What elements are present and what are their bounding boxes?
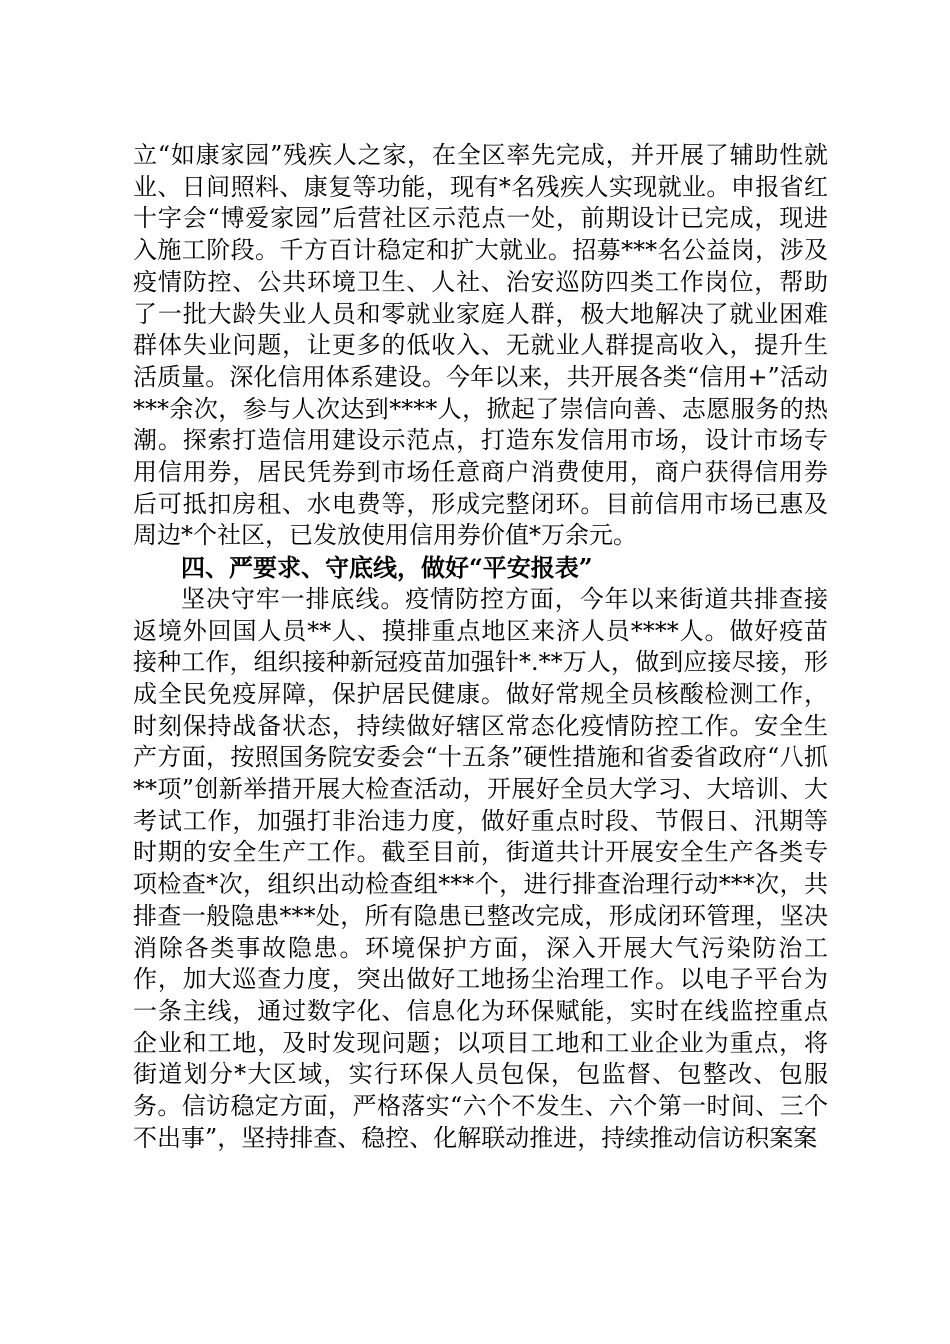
section-heading: 四、严要求、守底线，做好“平安报表” [181, 553, 593, 583]
paragraph-body: 坚决守牢一排底线。疫情防控方面，今年以来街道共排查接返境外回国人员**人、摸排重点地区来济人员****人。做好疫苗接种工作，组织接种新冠疫苗加强针*.**万人，做到应接尽接，形成全民免疫屏障，保护居民健康。做好常规全员核酸检测工作，时刻保持战备状态，持续做好辖区常态化疫情防控工作。安全生产方面，按照国务院安委会“十五条”硬性措施和省委省政府“八抓**项”创新举措开展大检查活动，开展好全员大学习、大培训、大考试工作，加强打非治违力度，做好重点时段、节假日、汛期等时期的安全生产工作。截至目前，街道共计开展安全生产各类专项检查*次，组织出动检查组***个，进行排查治理行动***次，共排查一般隐患***处，所有隐患已整改完成，形成闭环管理，坚决消除各类事故隐患。环境保护方面，深入开展大气污染防治工作，加大巡查力度，突出做好工地扬尘治理工作。以电子平台为一条主线，通过数字化、信息化为环保赋能，实时在线监控重点企业和工地，及时发现问题；以项目工地和工业企业为重点，将街道划分*大区域，实行环保人员包保，包监督、包整改、包服务。信访稳定方面，严格落实“六个不发生、六个第一时间、三个不出事”，坚持排查、稳控、化解联动推进，持续推动信访积案案 [133, 584, 828, 1152]
document-page [133, 140, 828, 1155]
paragraph-continuation: 立“如康家园”残疾人之家，在全区率先完成，并开展了辅助性就业、日间照料、康复等功能，现有*名残疾人实现就业。申报省红十字会“博爱家园”后营社区示范点一处，前期设计已完成，现进入施工阶段。千方百计稳定和扩大就业。招募***名公益岗，涉及疫情防控、公共环境卫生、人社、治安巡防四类工作岗位，帮助了一批大龄失业人员和零就业家庭人群，极大地解决了就业困难群体失业问题，让更多的低收入、无就业人群提高收入，提升生活质量。深化信用体系建设。今年以来，共开展各类“信用+”活动***余次，参与人次达到****人，掀起了崇信向善、志愿服务的热潮。探索打造信用建设示范点，打造东发信用市场，设计市场专用信用券，居民凭券到市场任意商户消费使用，商户获得信用券后可抵扣房租、水电费等，形成完整闭环。目前信用市场已惠及周边*个社区，已发放使用信用券价值*万余元。 [133, 141, 828, 550]
